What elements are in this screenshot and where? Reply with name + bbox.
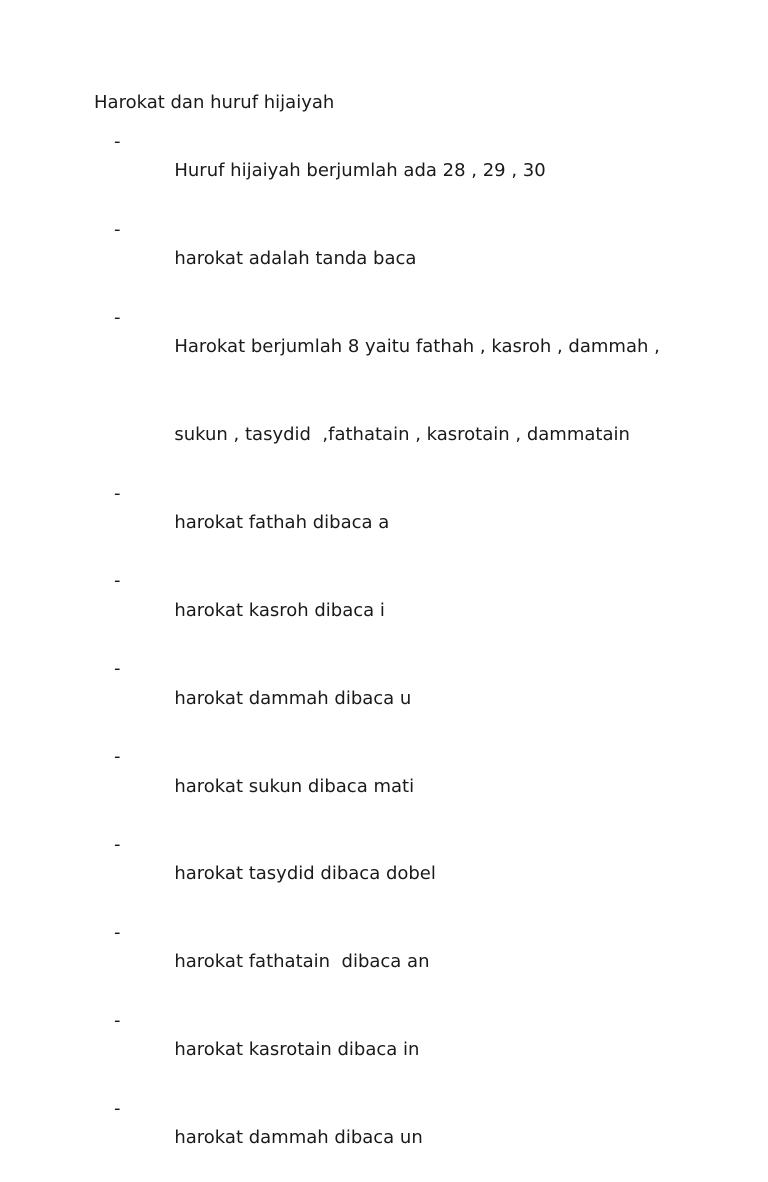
list-item bbox=[0, 303, 768, 391]
list-item-text: harokat dammah dibaca un bbox=[174, 1127, 423, 1149]
bullet-dash: - bbox=[114, 131, 121, 152]
list-item bbox=[0, 742, 768, 830]
list-item bbox=[0, 1094, 768, 1182]
list-item bbox=[0, 215, 768, 303]
bullet-dash: - bbox=[114, 658, 121, 680]
bullet-dash: - bbox=[114, 218, 121, 240]
list-item-text: harokat adalah tanda baca bbox=[174, 248, 417, 270]
list-item bbox=[0, 830, 768, 918]
list-item-text: Harokat berjumlah 8 yaitu fathah , kasroh , dammah , bbox=[174, 336, 660, 358]
list-item-text: harokat fathah dibaca a bbox=[174, 511, 390, 533]
bullet-list bbox=[0, 127, 768, 1182]
bullet-dash: - bbox=[114, 834, 121, 856]
list-item-text: harokat tasydid dibaca dobel bbox=[174, 863, 436, 885]
list-item-text: Huruf hijaiyah berjumlah ada 28 , 29 , 30 bbox=[174, 160, 546, 182]
list-item bbox=[0, 1006, 768, 1094]
list-item-text: harokat kasrotain dibaca in bbox=[174, 1039, 420, 1061]
list-item bbox=[0, 127, 768, 215]
list-item-text: harokat fathatain dibaca an bbox=[174, 951, 430, 973]
bullet-dash: - bbox=[114, 1009, 121, 1031]
list-item bbox=[0, 479, 768, 567]
bullet-dash: - bbox=[114, 570, 121, 592]
list-item-text: harokat sukun dibaca mati bbox=[174, 775, 415, 797]
document-title: Harokat dan huruf hijaiyah bbox=[94, 92, 335, 113]
bullet-dash: - bbox=[114, 1097, 121, 1119]
bullet-dash: - bbox=[114, 922, 121, 944]
list-item bbox=[0, 918, 768, 1006]
bullet-dash: - bbox=[114, 306, 121, 328]
list-item-text: harokat kasroh dibaca i bbox=[174, 599, 385, 621]
list-item bbox=[0, 654, 768, 742]
list-item bbox=[0, 566, 768, 654]
list-item-text: sukun , tasydid ,fathatain , kasrotain , dammatain bbox=[174, 423, 630, 445]
bullet-dash: - bbox=[114, 482, 121, 504]
list-item-continuation bbox=[0, 391, 768, 479]
bullet-dash: - bbox=[114, 746, 121, 768]
list-item-text: harokat dammah dibaca u bbox=[174, 687, 412, 709]
